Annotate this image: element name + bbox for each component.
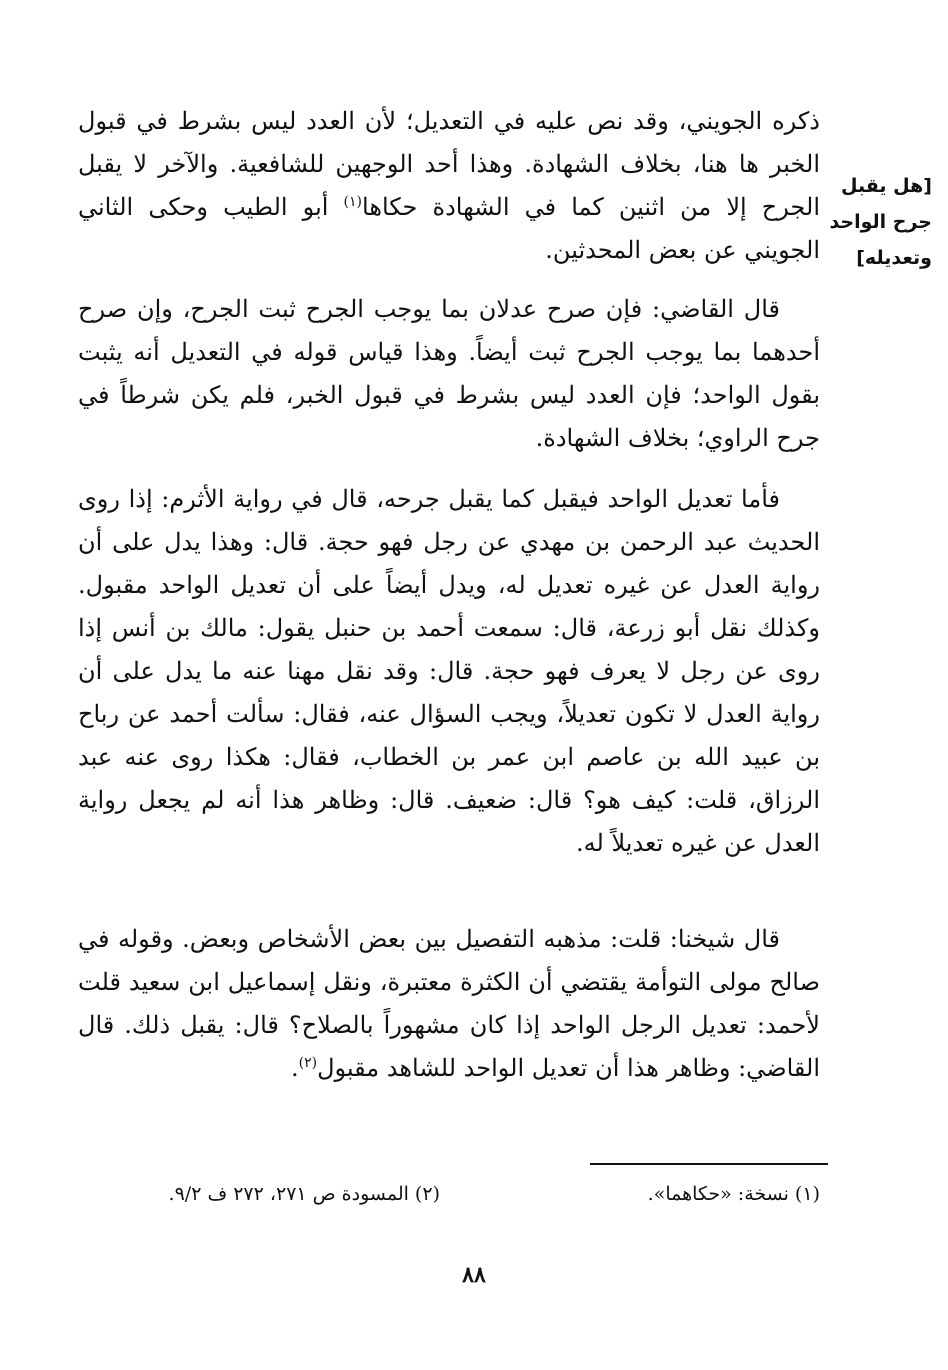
footnote-divider	[590, 1163, 828, 1165]
footnotes	[78, 1183, 820, 1211]
footnote-1: (١) نسخة: «حكاهما».	[647, 1183, 820, 1205]
paragraph-4-text-b: .	[290, 1054, 299, 1082]
paragraph-1	[78, 100, 820, 272]
footnote-ref-1: (١)	[343, 194, 363, 210]
paragraph-1-text-a: ذكره الجويني، وقد نص عليه في التعديل؛ لأن العدد ليس بشرط في قبول الخبر ها هنا، بخلاف الشهادة. وهذا أحد الوجهين للشافعية. والآخر لا يقبل الجرح إلا من اثنين كما في الشهادة حكاها	[78, 107, 821, 221]
paragraph-3: فأما تعديل الواحد فيقبل كما يقبل جرحه، قال في رواية الأثرم: إذا روى الحديث عبد الرحمن بن مهدي عن رجل فهو حجة. قال: وهذا يدل على أن رواية العدل عن غيره تعديل له، ويدل أيضاً على أن تعديل الواحد مقبول. وكذلك نقل أبو زرعة، قال: سمعت أحمد بن حنبل يقول: مالك بن أنس إذا روى عن رجل لا يعرف فهو حجة. قال: وقد نقل مهنا عنه ما يدل على أن رواية العدل لا تكون تعديلاً، ويجب السؤال عنه، فقال: سألت أحمد عن رباح بن عبيد الله بن عاصم ابن عمر بن الخطاب، فقال: هكذا روى عنه عبد الرزاق، قلت: كيف هو؟ قال: ضعيف. قال: وظاهر هذا أنه لم يجعل رواية العدل عن غيره تعديلاً له.	[78, 485, 820, 857]
paragraph-1-text-b: أبو الطيب وحكى الثاني الجويني عن بعض المحدثين.	[78, 193, 820, 264]
paragraph-2: قال القاضي: فإن صرح عدلان بما يوجب الجرح ثبت الجرح، وإن صرح أحدهما بما يوجب الجرح ثبت أيضاً. وهذا قياس قوله في التعديل أنه يثبت بقول الواحد؛ فإن العدد ليس بشرط في قبول الخبر، فلم يكن شرطاً في جرح الراوي؛ بخلاف الشهادة.	[78, 295, 820, 452]
margin-heading: [هل يقبل جرح الواحد وتعديله]	[829, 175, 932, 269]
footnote-ref-2: (٢)	[298, 1055, 318, 1071]
page-number: ٨٨	[462, 1262, 486, 1288]
footnote-2: (٢) المسودة ص ٢٧١، ٢٧٢ ف ٩/٢.	[168, 1183, 440, 1205]
paragraph-4	[78, 918, 820, 1090]
paragraph-4-text-a: قال شيخنا: قلت: مذهبه التفصيل بين بعض الأشخاص وبعض. وقوله في صالح مولى التوأمة يقتضي أن الكثرة معتبرة، ونقل إسماعيل ابن سعيد قلت لأحمد: تعديل الرجل الواحد إذا كان مشهوراً بالصلاح؟ قال: يقبل ذلك. قال القاضي: وظاهر هذا أن تعديل الواحد للشاهد مقبول	[78, 925, 820, 1082]
